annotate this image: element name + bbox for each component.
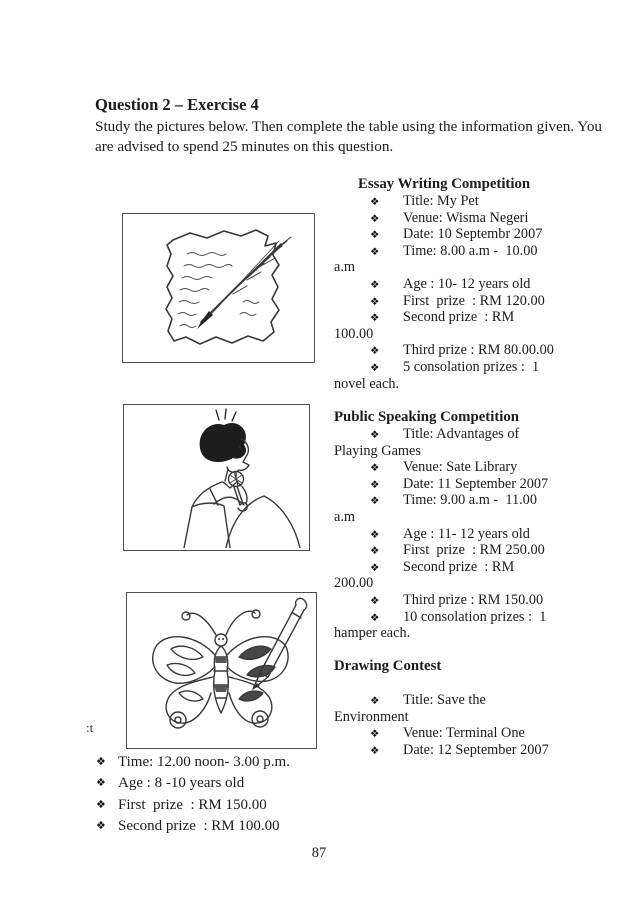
- diamond-bullet-icon: ❖: [370, 278, 380, 291]
- diamond-bullet-icon: ❖: [370, 361, 380, 374]
- info-line: Playing Games: [334, 442, 421, 459]
- figure-essay-writing: [122, 213, 315, 363]
- diamond-bullet-icon: ❖: [370, 594, 380, 607]
- section-essay-writing: [334, 176, 559, 392]
- diamond-bullet-icon: ❖: [370, 345, 380, 358]
- diamond-bullet-icon: ❖: [370, 245, 380, 258]
- butterfly-and-pencil-drawing: [127, 593, 314, 746]
- diamond-bullet-icon: ❖: [370, 611, 380, 624]
- info-line: 200.00: [334, 575, 374, 592]
- diamond-bullet-icon: ❖: [370, 495, 380, 508]
- info-line: Second prize : RM 100.00: [118, 818, 280, 835]
- figure-public-speaking: [123, 404, 310, 551]
- diamond-bullet-icon: ❖: [370, 429, 380, 441]
- diamond-bullet-icon: ❖: [370, 295, 380, 308]
- diamond-bullet-icon: ❖: [370, 312, 380, 325]
- info-line: Third prize : RM 150.00: [403, 591, 544, 608]
- info-line: Third prize : RM 80.00.00: [403, 342, 554, 359]
- info-line: Second prize : RM: [403, 309, 515, 326]
- question-title: Question 2 – Exercise 4: [95, 95, 259, 114]
- info-line: Time: 12.00 noon- 3.00 p.m.: [118, 754, 290, 770]
- info-line: Age : 10- 12 years old: [403, 275, 531, 292]
- page-number: 87: [311, 845, 327, 861]
- info-line: Age : 11- 12 years old: [403, 525, 530, 542]
- figure-drawing-contest: [126, 592, 317, 749]
- letter-and-quill-drawing: [123, 214, 312, 360]
- info-line: hamper each.: [334, 625, 411, 642]
- info-line: Second prize : RM: [403, 558, 515, 575]
- diamond-bullet-icon: ❖: [370, 196, 380, 208]
- section-heading: Essay Writing Competition: [358, 176, 531, 192]
- info-line: Title: My Pet: [403, 193, 479, 209]
- info-line: 100.00: [334, 325, 374, 342]
- info-line: Date: 12 September 2007: [403, 741, 549, 758]
- stray-text-fragment: :t: [86, 720, 94, 735]
- section-heading: Drawing Contest: [334, 658, 442, 674]
- drawing-contest-details-list: [96, 752, 290, 838]
- section-drawing-contest: [334, 658, 559, 758]
- info-line: Age : 8 -10 years old: [118, 775, 245, 792]
- info-line: Environment: [334, 708, 409, 725]
- diamond-bullet-icon: ❖: [370, 528, 380, 541]
- info-line: Time: 9.00 a.m - 11.00: [403, 492, 537, 509]
- info-line: Venue: Wisma Negeri: [403, 209, 529, 226]
- diamond-bullet-icon: ❖: [96, 797, 106, 811]
- diamond-bullet-icon: ❖: [96, 819, 106, 833]
- diamond-bullet-icon: ❖: [370, 462, 380, 475]
- info-line: 10 consolation prizes : 1: [403, 608, 547, 625]
- info-line: 5 consolation prizes : 1: [403, 358, 540, 375]
- diamond-bullet-icon: ❖: [370, 212, 380, 225]
- info-line: Venue: Sate Library: [403, 459, 518, 476]
- diamond-bullet-icon: ❖: [96, 755, 106, 768]
- info-line: Venue: Terminal One: [403, 725, 525, 742]
- info-line: novel each.: [334, 375, 400, 392]
- info-line: Date: 10 Septembr 2007: [403, 226, 543, 243]
- info-line: Date: 11 September 2007: [403, 475, 549, 492]
- info-line: Title: Advantages of: [403, 426, 520, 442]
- diamond-bullet-icon: ❖: [370, 744, 380, 757]
- info-line: First prize : RM 120.00: [403, 292, 545, 309]
- diamond-bullet-icon: ❖: [370, 545, 380, 558]
- diamond-bullet-icon: ❖: [370, 695, 380, 707]
- diamond-bullet-icon: ❖: [370, 561, 380, 574]
- info-line: First prize : RM 150.00: [118, 796, 267, 813]
- info-line: First prize : RM 250.00: [403, 542, 545, 559]
- diamond-bullet-icon: ❖: [370, 478, 380, 491]
- info-line: Time: 8.00 a.m - 10.00: [403, 242, 538, 259]
- question-instructions: [95, 117, 602, 157]
- instruction-line: Study the pictures below. Then complete the table using the information given. You: [95, 118, 603, 135]
- girl-speaking-into-microphone-drawing: [124, 405, 307, 548]
- info-line: a.m: [334, 508, 356, 525]
- diamond-bullet-icon: ❖: [370, 229, 380, 242]
- section-public-speaking: [334, 409, 559, 642]
- info-line: Title: Save the: [403, 692, 486, 708]
- instruction-line: are advised to spend 25 minutes on this question.: [95, 138, 394, 155]
- diamond-bullet-icon: ❖: [370, 728, 380, 741]
- info-line: a.m: [334, 259, 356, 276]
- section-heading: Public Speaking Competition: [334, 409, 519, 425]
- diamond-bullet-icon: ❖: [96, 776, 106, 790]
